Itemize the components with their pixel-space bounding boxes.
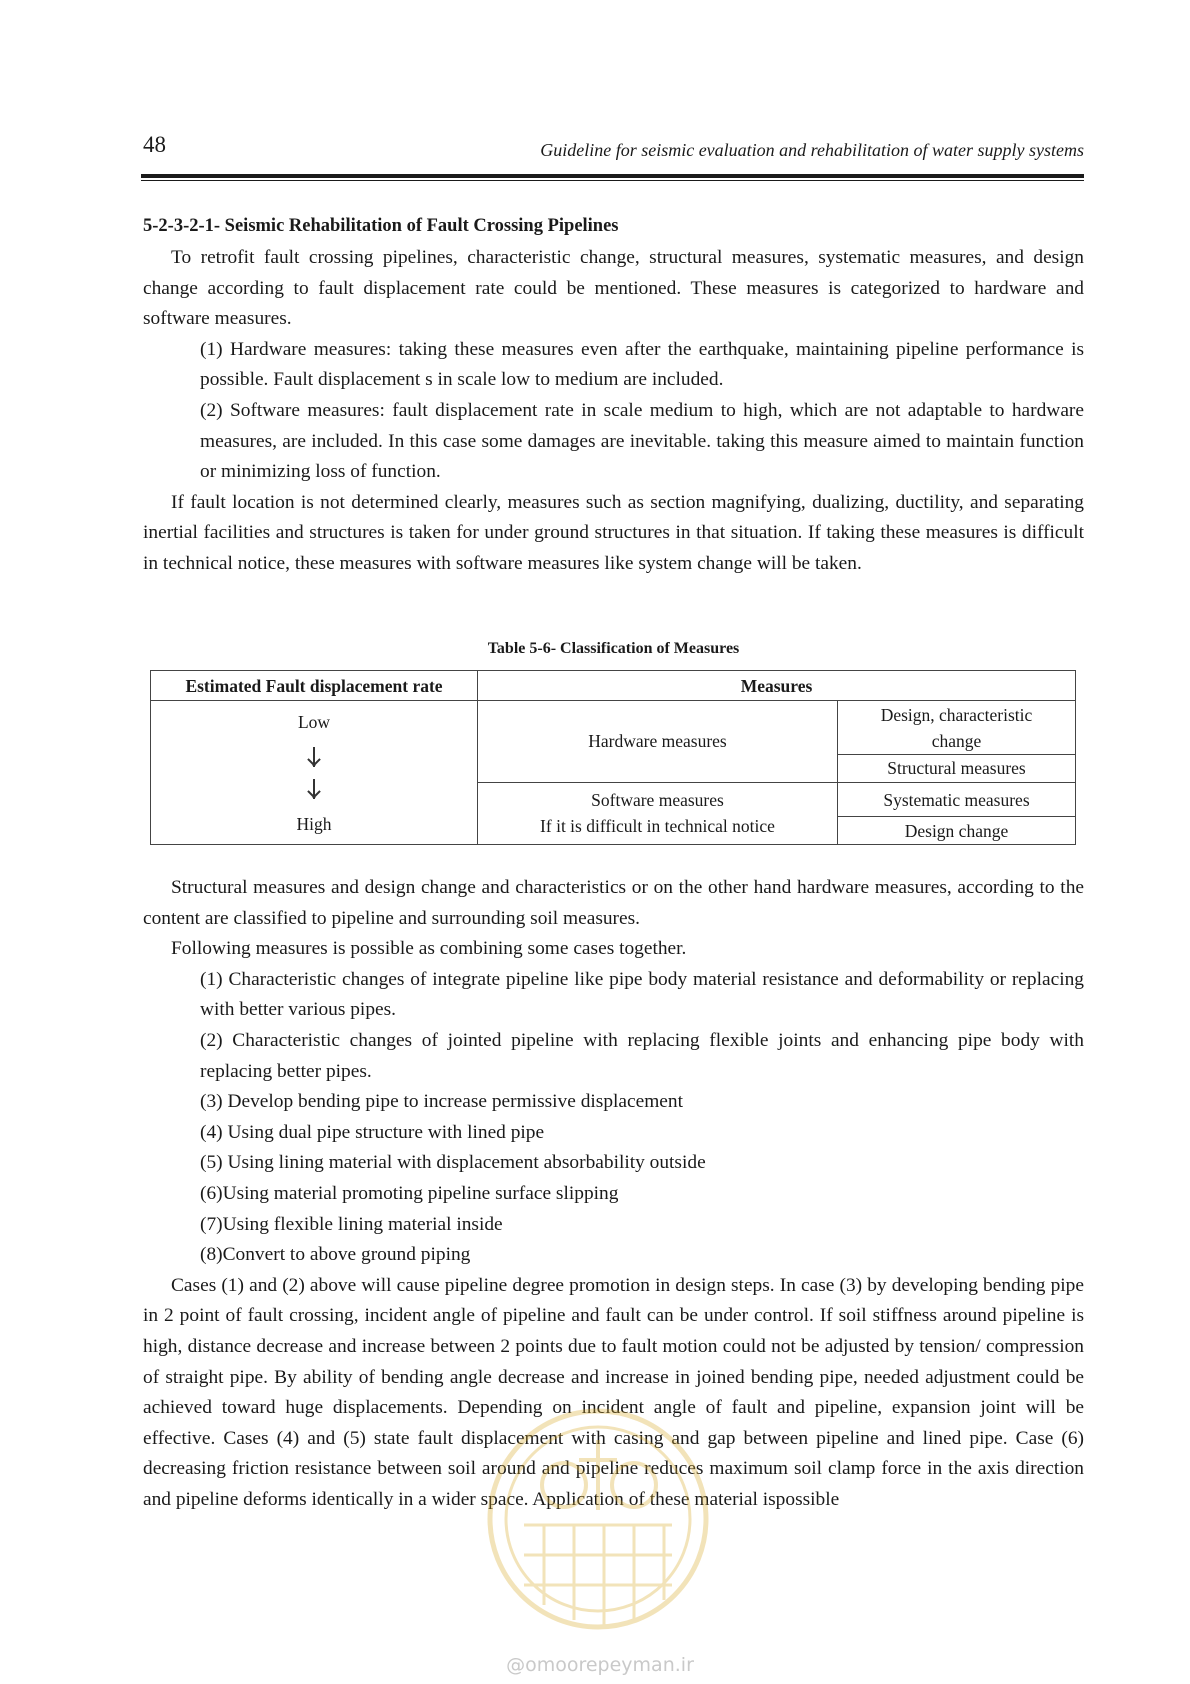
table-caption: Table 5-6- Classification of Measures <box>487 640 740 657</box>
classification-paragraph: Structural measures and design change and characteristics or on the other hand hardware measures, according to the content are classified to pipeline and surrounding soil measures. <box>143 877 1084 929</box>
running-head: Guideline for seismic evaluation and rehabilitation of water supply systems <box>540 140 1084 160</box>
fault-location-paragraph: If fault location is not determined clearly, measures such as section magnifying, dualizing, ductility, and separating inertial facilities and structures is taken for under ground structures in that situation. If taking these measures is difficult in technical notice, these measures with software measures like system change will be taken. <box>143 491 1084 574</box>
software-label: Software measures <box>591 790 724 811</box>
hardware-cell: Hardware measures <box>478 701 838 783</box>
list-item: (6)Using material promoting pipeline surface slipping <box>200 1182 619 1204</box>
arrow-down-icon <box>313 779 315 799</box>
list-item: (3) Develop bending pipe to increase permissive displacement <box>200 1091 683 1113</box>
hardware-measures-item: (1) Hardware measures: taking these measures even after the earthquake, maintaining pipeline performance is possible. Fault displacement s in scale low to medium are included. <box>200 338 1084 391</box>
systematic-cell: Systematic measures <box>838 782 1076 817</box>
header-measures: Measures <box>478 671 1076 701</box>
structural-cell: Structural measures <box>838 755 1076 783</box>
page-number: 48 <box>143 132 166 157</box>
watermark-seal-icon <box>484 1405 712 1633</box>
design-characteristic-line2: change <box>931 730 982 751</box>
rate-low: Low <box>297 711 331 732</box>
watermark-text: @omoorepeyman.ir <box>506 1654 694 1676</box>
software-note: If it is difficult in technical notice <box>540 816 775 837</box>
header-rule-thin <box>141 180 1084 181</box>
combination-paragraph: Following measures is possible as combining some cases together. <box>171 938 687 960</box>
list-item: (8)Convert to above ground piping <box>200 1244 471 1266</box>
list-item: (7)Using flexible lining material inside <box>200 1213 503 1235</box>
section-heading: 5-2-3-2-1- Seismic Rehabilitation of Fault Crossing Pipelines <box>143 216 619 236</box>
software-cell <box>478 782 838 844</box>
closing-paragraph: Cases (1) and (2) above will cause pipeline degree promotion in design steps. In case (3) by developing bending pipe in 2 point of fault crossing, incident angle of pipeline and fault can be under control. If soil stiffness around pipeline is high, distance decrease and increase between 2 points due to fault motion could not be adjusted by tension/ compression of straight pipe. By ability of bending angle decrease and increase in joined bending pipe, needed adjustment could be achieved toward huge displacements. Depending on incident angle of fault and pipeline, expansion joint will be effective. Cases (4) and (5) state fault displacement with casing and gap between pipeline and lined pipe. Case (6) decreasing friction resistance between soil around and pipeline reduces maximum soil clamp force in the axis direction and pipeline deforms identically in a wider space. Application of these material ispossible <box>143 1274 1084 1510</box>
rate-high: High <box>296 813 332 834</box>
design-change-cell: Design change <box>838 817 1076 845</box>
list-item: (1) Characteristic changes of integrate pipeline like pipe body material resistance and deformability or replacing with better various pipes. <box>200 968 1084 1021</box>
software-measures-item: (2) Software measures: fault displacement rate in scale medium to high, which are not adaptable to hardware measures, are included. In this case some damages are inevitable. taking this measure aimed to maintain function or minimizing loss of function. <box>200 399 1084 483</box>
header-rule-thick <box>141 174 1084 178</box>
intro-paragraph: To retrofit fault crossing pipelines, characteristic change, structural measures, systematic measures, and design change according to fault displacement rate could be mentioned. These measures is categorized to hardware and software measures. <box>143 247 1084 330</box>
list-item: (5) Using lining material with displacement absorbability outside <box>200 1152 706 1174</box>
arrow-down-icon <box>313 747 315 767</box>
header-rate: Estimated Fault displacement rate <box>151 671 478 701</box>
table-header-row <box>151 671 1076 701</box>
table-row <box>151 701 1076 755</box>
section-rehabilitation <box>143 211 1084 580</box>
rate-cell <box>151 701 478 845</box>
list-item: (4) Using dual pipe structure with lined pipe <box>200 1121 545 1143</box>
design-characteristic-line1: Design, characteristic <box>880 704 1033 725</box>
classification-table <box>150 670 1076 845</box>
list-item: (2) Characteristic changes of jointed pipeline with replacing flexible joints and enhancing pipe body with replacing better pipes. <box>200 1029 1084 1082</box>
design-characteristic-cell <box>838 701 1076 755</box>
